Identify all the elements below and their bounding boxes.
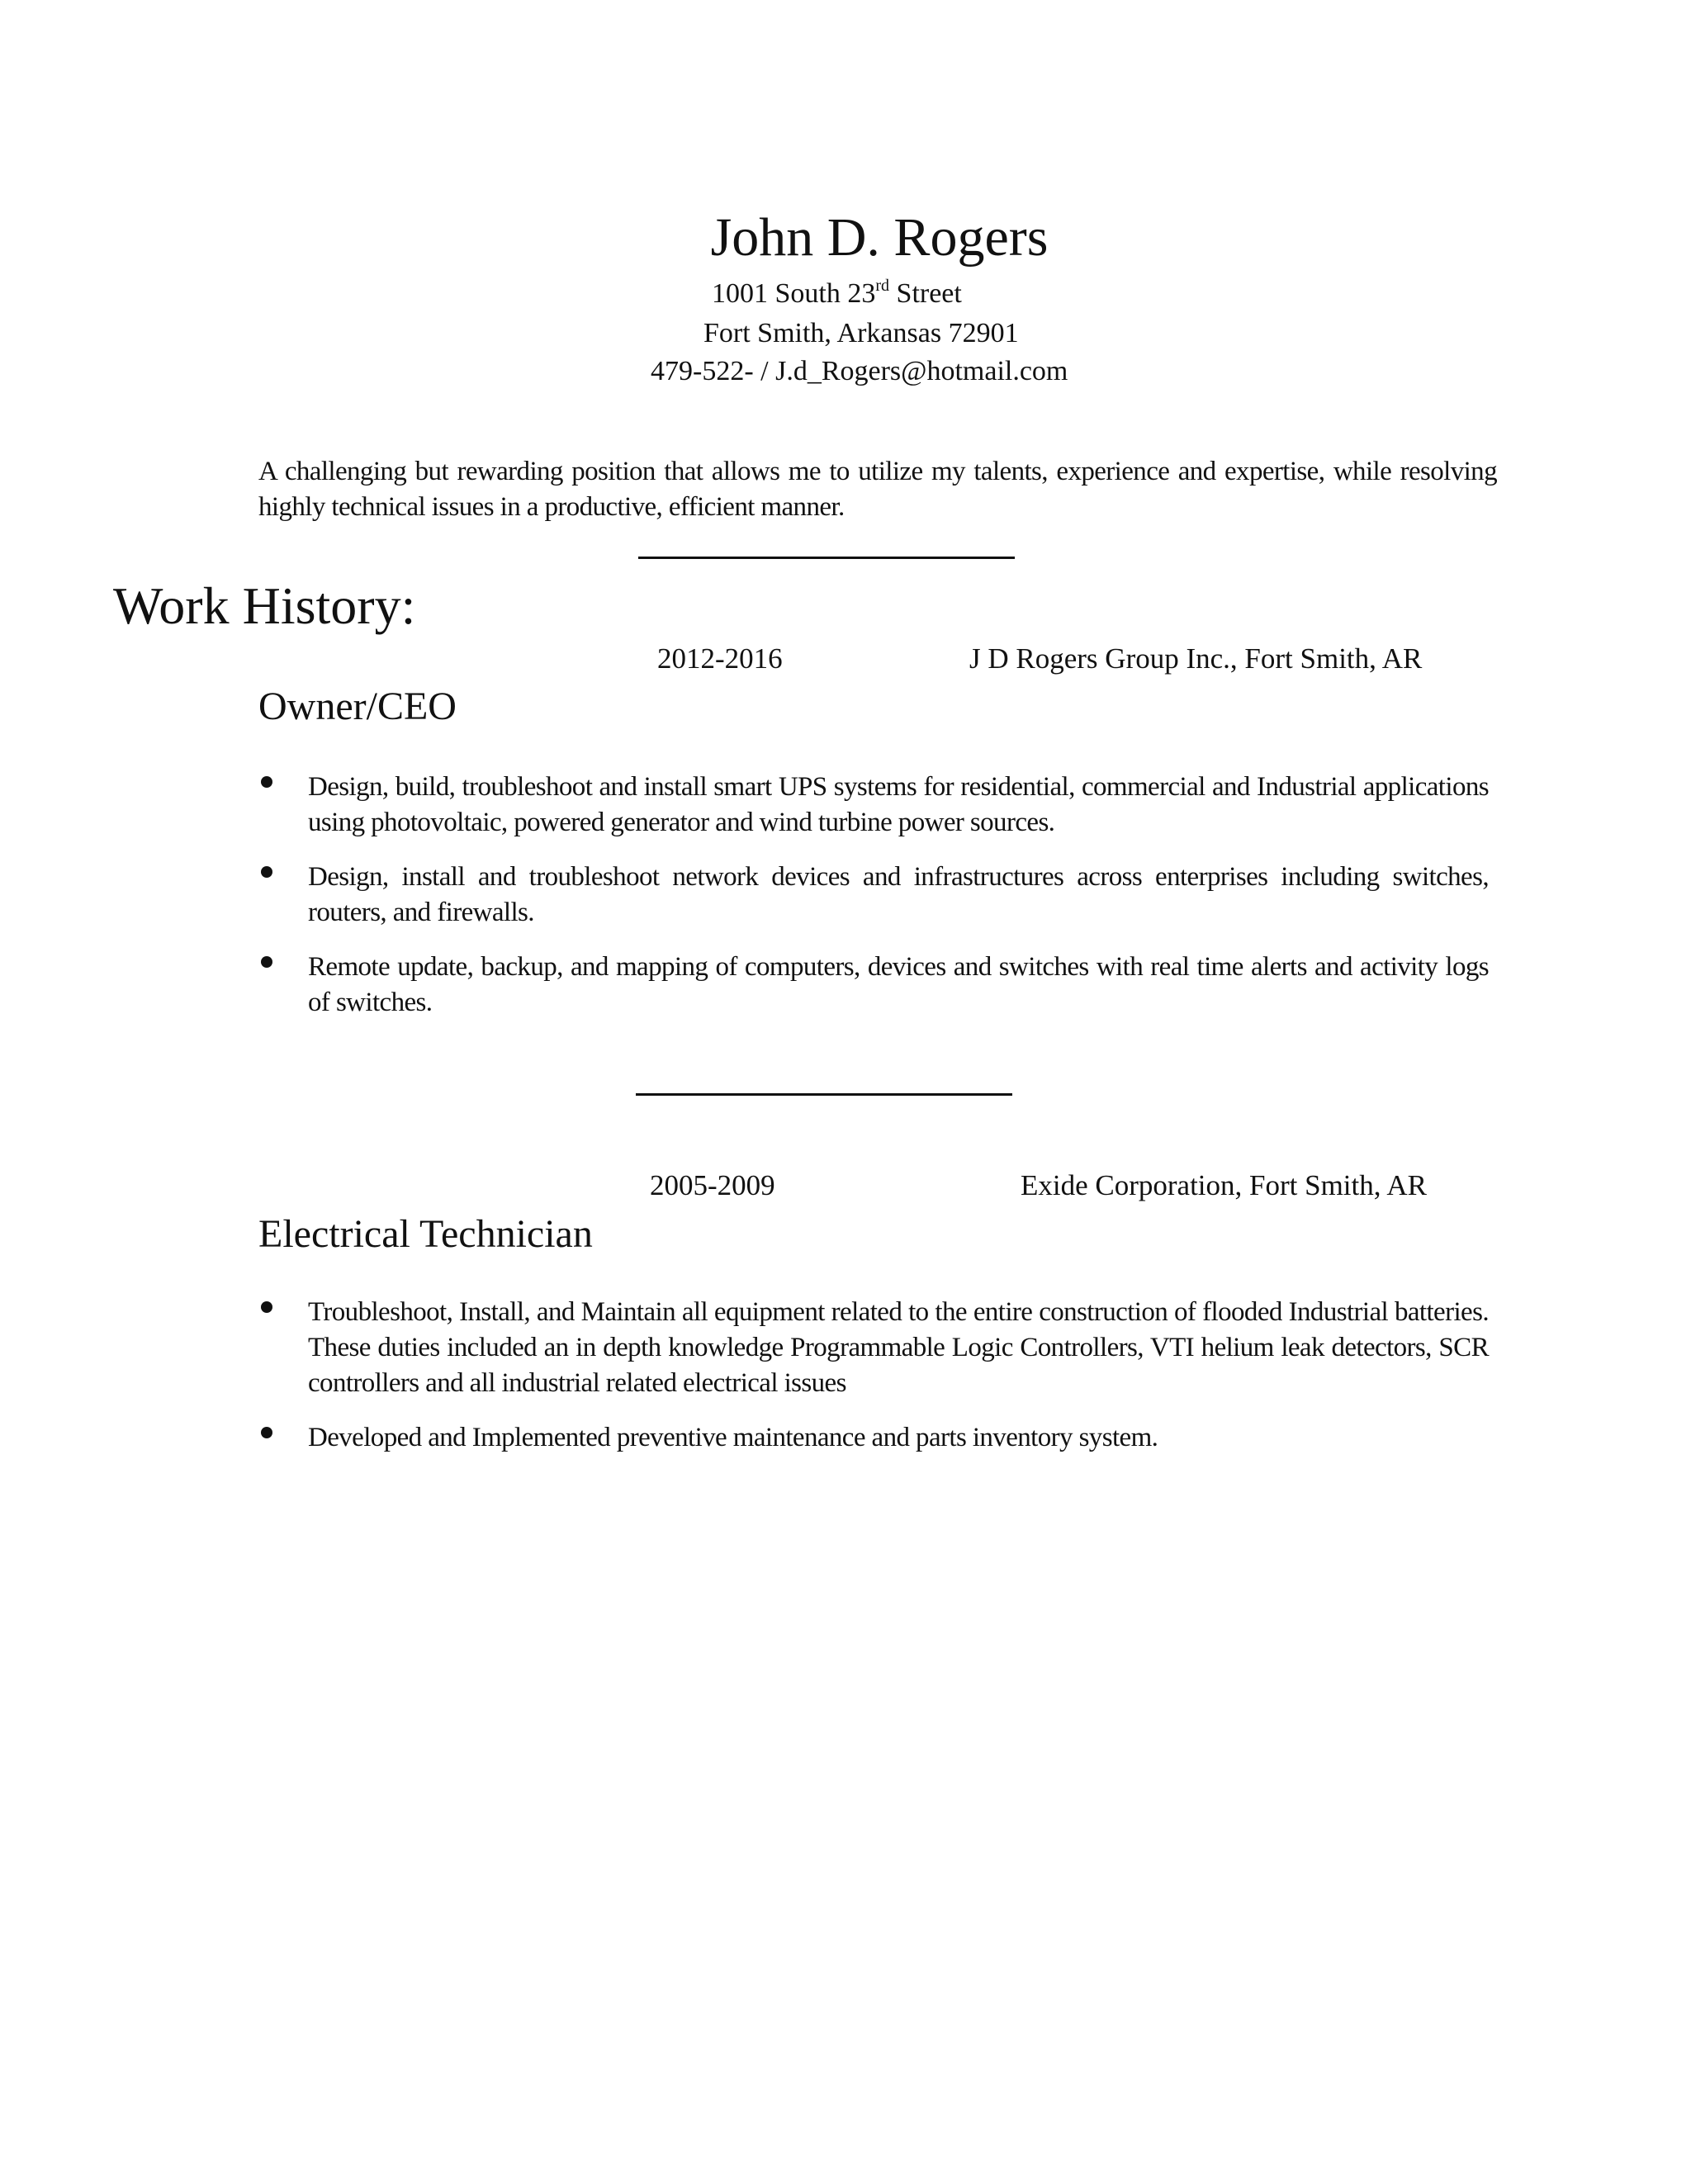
bullet-icon [261,1427,272,1438]
section-divider [638,557,1015,559]
duty-text: Remote update, backup, and mapping of computers, devices and switches with real time alerts and activity logs of switches. [308,952,1489,1017]
bullet-icon [261,1301,272,1313]
duty-item [258,770,1489,841]
work-history-heading: Work History: [113,576,416,635]
address-street-name: Street [889,278,962,309]
duty-item [258,1420,1489,1456]
job-company: Exide Corporation, Fort Smith, AR [1021,1169,1427,1201]
objective-statement: A challenging but rewarding position that allows me to utilize my talents, experience and expertise, while resolving highly technical issues in a productive, efficient manner. [258,457,1497,522]
duty-text: Developed and Implemented preventive maintenance and parts inventory system. [308,1423,1158,1452]
job-years: 2005-2009 [650,1169,775,1201]
bullet-icon [261,866,272,878]
job-title: Owner/CEO [258,685,457,728]
candidate-name: John D. Rogers [710,207,1049,268]
duty-item [258,1295,1489,1401]
job-duties-list [258,1295,1489,1475]
duty-text: Troubleshoot, Install, and Maintain all equipment related to the entire construction of flooded Industrial batteries. These duties included an in depth knowledge Programmable Logic Controllers, VTI helium leak detectors, SCR controllers and all industrial related electrical issues [308,1297,1489,1398]
job-title: Electrical Technician [258,1212,593,1256]
duty-item [258,950,1489,1021]
bullet-icon [261,776,272,788]
job-company: J D Rogers Group Inc., Fort Smith, AR [969,642,1423,675]
duty-text: Design, install and troubleshoot network devices and infrastructures across enterprises including switches, routers, and firewalls. [308,862,1489,927]
job-years: 2012-2016 [657,642,783,675]
contact-line: 479-522- / J.d_Rogers@hotmail.com [651,356,1068,386]
duty-item [258,860,1489,931]
section-divider [636,1093,1012,1096]
address-line-1 [712,276,962,312]
address-line-2: Fort Smith, Arkansas 72901 [703,318,1019,348]
ordinal-suffix: rd [875,277,890,295]
address-street-number: 1001 South 23 [712,278,876,309]
bullet-icon [261,956,272,968]
job-duties-list [258,770,1489,1040]
duty-text: Design, build, troubleshoot and install smart UPS systems for residential, commercial and Industrial applications using photovoltaic, powered generator and wind turbine power sources. [308,772,1489,837]
